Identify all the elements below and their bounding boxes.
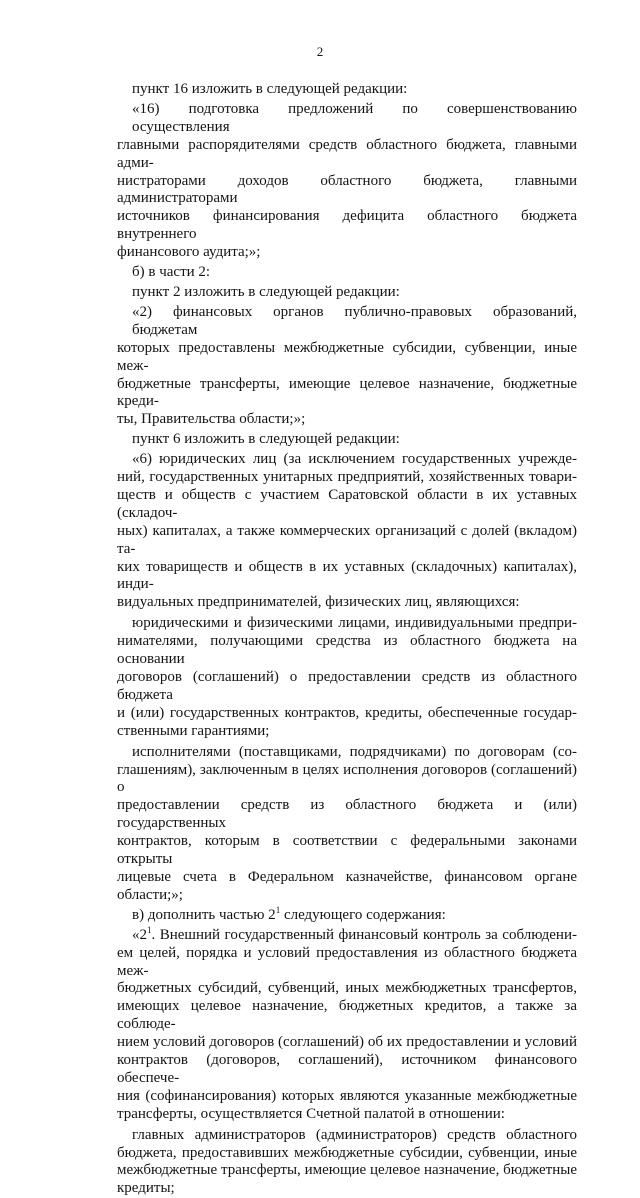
text-line: которых предоставлены межбюджетные субсидии, субвенции, иные меж- xyxy=(117,339,577,374)
paragraph-p6 xyxy=(117,431,577,449)
paragraph-p4 xyxy=(117,284,577,302)
text-line: контрактов, которым в соответствии с федеральными законами открыты xyxy=(117,833,577,868)
text-line: кредиты; xyxy=(117,1180,175,1197)
text-line: исполнителями (поставщиками, подрядчиками) по договорам (со- xyxy=(132,743,577,760)
paragraph-p7 xyxy=(117,451,577,612)
paragraph-p3 xyxy=(117,264,577,282)
text-line: «16) подготовка предложений по совершенствованию осуществления xyxy=(132,100,577,135)
text-line: лицевые счета в Федеральном казначействе, финансовом органе области;»; xyxy=(117,868,577,903)
paragraph-p11 xyxy=(117,924,577,1124)
text-line: б) в части 2: xyxy=(132,264,211,281)
text-line: нистраторами доходов областного бюджета, главными администраторами xyxy=(117,172,577,207)
text-line: трансферты, осуществляется Счетной палатой в отношении: xyxy=(117,1105,505,1122)
text-line: нием условий договоров (соглашений) об их предоставлении и условий xyxy=(117,1034,577,1051)
text-line: ты, Правительства области;»; xyxy=(117,411,306,428)
text-line: имеющих целевое назначение, бюджетных кредитов, а также за соблюде- xyxy=(117,998,577,1033)
text-line: предоставлении средств из областного бюджета и (или) государственных xyxy=(117,797,577,832)
text-line: ния (софинансирования) которых являются указанные межбюджетные xyxy=(117,1087,577,1104)
text-line: «2) финансовых органов публично-правовых образований, бюджетам xyxy=(132,303,577,338)
text-line: нимателями, получающими средства из областного бюджета на основании xyxy=(117,633,577,668)
paragraph-p10 xyxy=(117,904,577,925)
page-number: 2 xyxy=(316,44,324,59)
text-line: и (или) государственных контрактов, кредиты, обеспеченные государ- xyxy=(117,704,577,721)
text-line: бюджетных субсидий, субвенций, иных межбюджетных трансфертов, xyxy=(117,980,577,997)
text-line: главных администраторов (администраторов) средств областного xyxy=(132,1126,577,1143)
text-line: межбюджетные трансферты, имеющие целевое назначение, бюджетные xyxy=(117,1162,577,1179)
text-line: видуальных предпринимателей, физических лиц, являющихся: xyxy=(117,594,520,611)
text-line: источников финансирования дефицита областного бюджета внутреннего xyxy=(117,208,577,243)
text-line: пункт 16 изложить в следующей редакции: xyxy=(132,81,408,97)
paragraph-p12 xyxy=(117,1127,577,1198)
text-line: бюджетные трансферты, имеющие целевое назначение, бюджетные креди- xyxy=(117,375,577,410)
text-line: глашениям), заключенным в целях исполнения договоров (соглашений) о xyxy=(117,761,577,796)
text-line: главными распорядителями средств областного бюджета, главными адми- xyxy=(117,136,577,171)
text-line: ких товариществ и обществ в их уставных (складочных) капиталах), инди- xyxy=(117,558,577,593)
text-line: ственными гарантиями; xyxy=(117,722,270,739)
text-line: в) дополнить частью $2^1$ следующего содержания: xyxy=(132,904,446,923)
text-line: «6) юридических лиц (за исключением государственных учрежде- xyxy=(132,451,577,468)
text-line: ний, государственных унитарных предприятий, хозяйственных товари- xyxy=(117,469,577,486)
text-line: ществ и обществ с участием Саратовской области в их уставных (складоч- xyxy=(117,486,577,521)
text-line: юридическими и физическими лицами, индивидуальными предпри- xyxy=(132,615,577,632)
paragraph-p1 xyxy=(117,81,577,99)
text-line: «$2^1$. Внешний государственный финансовый контроль за соблюдени- xyxy=(132,924,577,943)
paragraph-p2 xyxy=(117,101,577,262)
document-body xyxy=(117,81,577,1198)
text-line: финансового аудита;»; xyxy=(117,244,261,261)
text-line: контрактов (договоров, соглашений), источником финансового обеспече- xyxy=(117,1052,577,1086)
text-line: пункт 2 изложить в следующей редакции: xyxy=(132,283,400,300)
paragraph-p5 xyxy=(117,304,577,429)
text-line: ных) капиталах, а также коммерческих организаций с долей (вкладом) та- xyxy=(117,522,577,557)
paragraph-p8 xyxy=(117,615,577,740)
text-line: бюджета, предоставивших межбюджетные субсидии, субвенции, иные xyxy=(117,1144,577,1161)
text-line: договоров (соглашений) о предоставлении средств из областного бюджета xyxy=(117,669,577,703)
text-line: ем целей, порядка и условий предоставления из областного бюджета меж- xyxy=(117,944,577,979)
paragraph-p9 xyxy=(117,744,577,905)
text-line: пункт 6 изложить в следующей редакции: xyxy=(132,431,400,448)
